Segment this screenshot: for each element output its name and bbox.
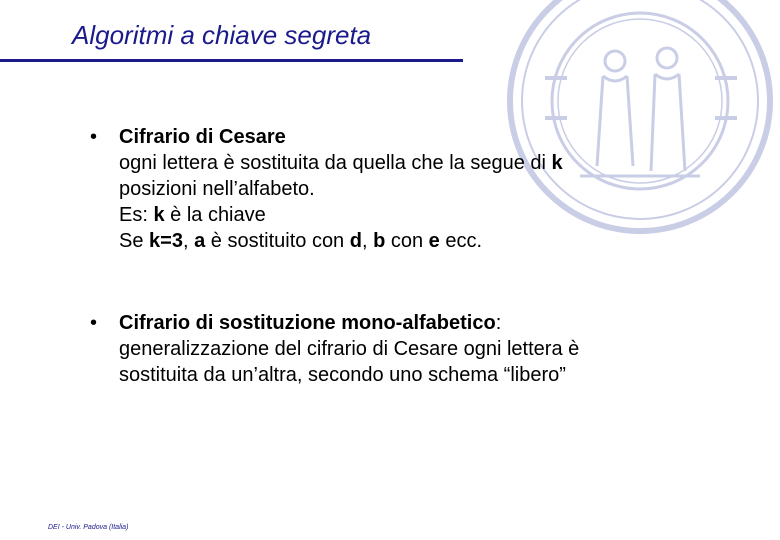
slide-title: Algoritmi a chiave segreta: [72, 20, 372, 50]
bullet-line: Es: k è la chiave: [119, 204, 266, 226]
bullet-line: posizioni nell’alfabeto.: [119, 178, 315, 200]
bullet-marker: •: [90, 312, 98, 334]
bullet-body: [119, 310, 719, 388]
bullet-line: Se k=3, a è sostituito con d, b con e ecc.: [119, 230, 483, 252]
bullet-line: ogni lettera è sostituita da quella che la segue di k: [119, 152, 563, 174]
bullet-heading: Cifrario di Cesare: [119, 126, 286, 148]
bullet-line: sostituita da un’altra, secondo uno schema “libero”: [119, 364, 566, 386]
bullet-marker: •: [90, 126, 98, 148]
slide-footer: DEI - Univ. Padova (Italia): [48, 524, 129, 531]
bullet-heading: Cifrario di sostituzione mono-alfabetico:: [119, 312, 502, 334]
title-underline: [0, 59, 463, 62]
bullet-body: [119, 124, 719, 254]
bullet-line: generalizzazione del cifrario di Cesare ogni lettera è: [119, 338, 580, 360]
